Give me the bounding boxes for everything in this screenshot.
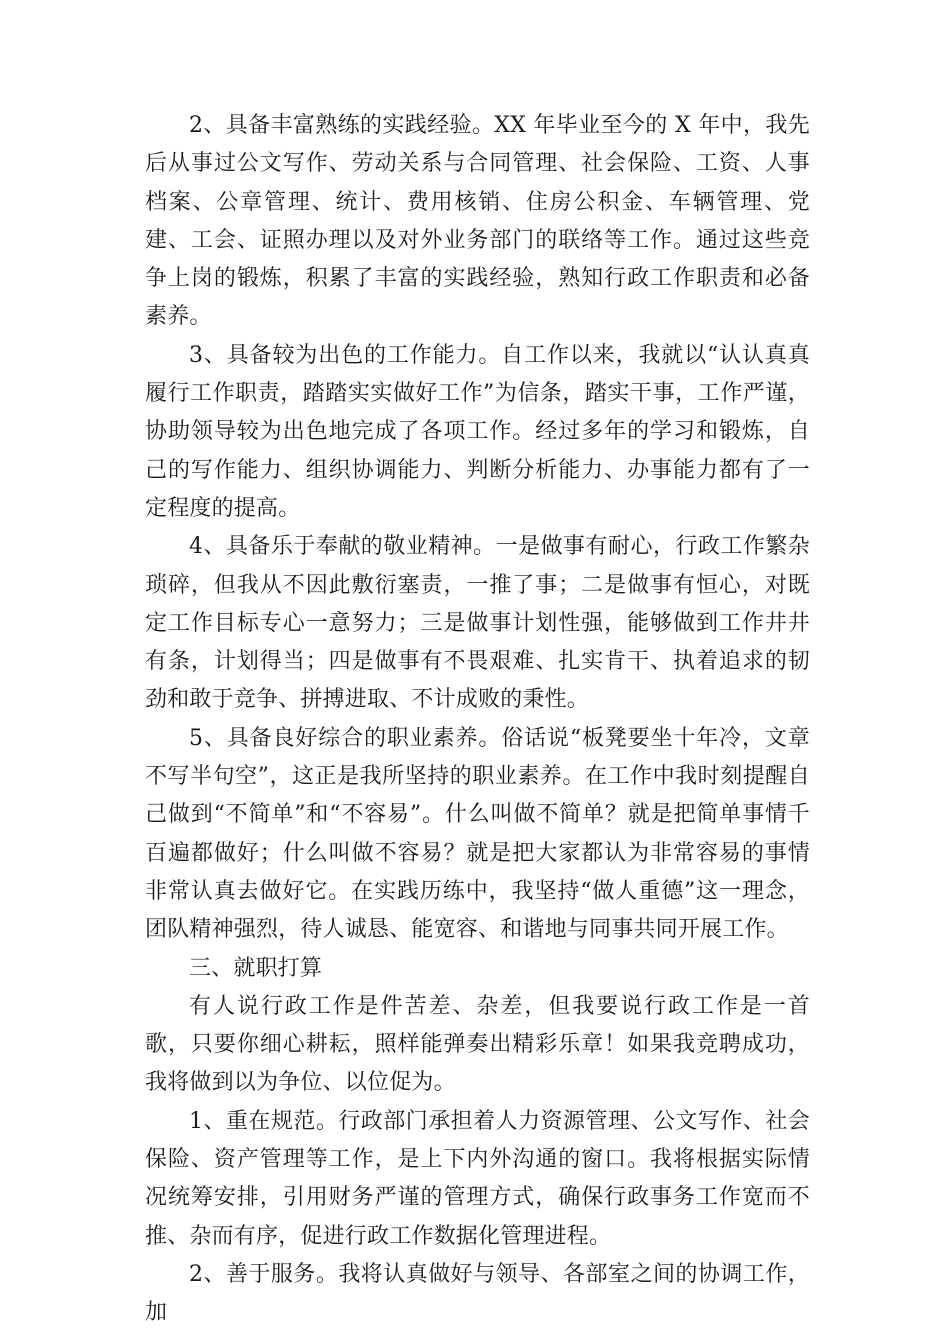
document-body [145,107,810,1333]
paragraph-ability: 3、具备较为出色的工作能力。自工作以来，我就以“认认真真履行工作职责，踏踏实实做好工作”为信条，踏实干事，工作严谨，协助领导较为出色地完成了各项工作。经过多年的学习和锻炼，自己的写作能力、组织协调能力、判断分析能力、办事能力都有了一定程度的提高。 [145,342,810,521]
paragraph-intro: 有人说行政工作是件苦差、杂差，但我要说行政工作是一首歌，只要你细心耕耘，照样能弹奏出精彩乐章！如果我竞聘成功，我将做到以为争位、以位促为。 [145,993,810,1096]
paragraph-experience: 2、具备丰富熟练的实践经验。XX 年毕业至今的 X 年中，我先后从事过公文写作、劳动关系与合同管理、社会保险、工资、人事档案、公章管理、统计、费用核销、住房公积金、车辆管理、党建、工会、证照办理以及对外业务部门的联络等工作。通过这些竞争上岗的锻炼，积累了丰富的实践经验，熟知行政工作职责和必备素养。 [145,113,810,330]
paragraph-quality: 5、具备良好综合的职业素养。俗话说“板凳要坐十年冷，文章不写半句空”，这正是我所坚持的职业素养。在工作中我时刻提醒自己做到“不简单”和“不容易”。什么叫做不简单？就是把简单事情千百遍都做好；什么叫做不容易？就是把大家都认为非常容易的事情非常认真去做好它。在实践历练中，我坚持“做人重德”这一理念，团队精神强烈，待人诚恳、能宽容、和谐地与同事共同开展工作。 [145,725,810,943]
paragraph-service: 2、善于服务。我将认真做好与领导、各部室之间的协调工作，加 [145,1261,810,1326]
paragraph-dedication: 4、具备乐于奉献的敬业精神。一是做事有耐心，行政工作繁杂琐碎，但我从不因此敷衍塞责，一推了事；二是做事有恒心，对既定工作目标专心一意努力；三是做事计划性强，能够做到工作井井有条，计划得当；四是做事有不畏艰难、扎实肯干、执着追求的韧劲和敢于竞争、拼搏进取、不计成败的秉性。 [145,534,810,713]
section-heading: 三、就职打算 [189,955,323,981]
paragraph-standard: 1、重在规范。行政部门承担着人力资源管理、公文写作、社会保险、资产管理等工作，是上下内外沟通的窗口。我将根据实际情况统筹安排，引用财务严谨的管理方式，确保行政事务工作宽而不推、杂而有序，促进行政工作数据化管理进程。 [145,1108,810,1249]
